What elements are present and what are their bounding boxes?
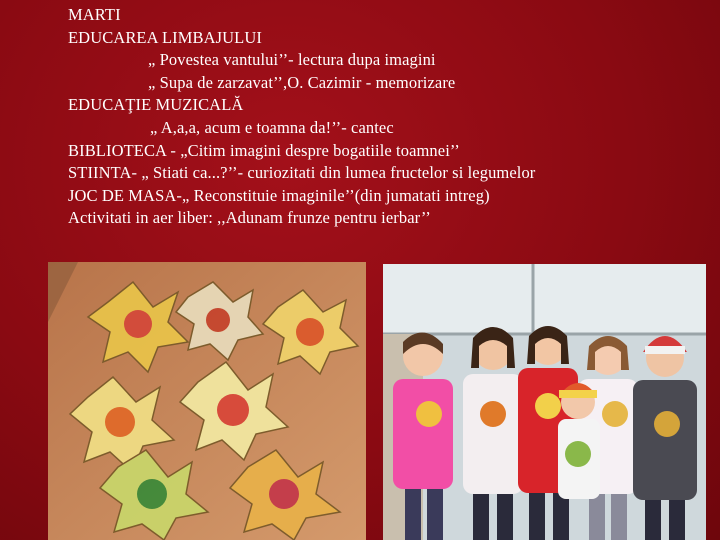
day-title: MARTI [68,5,121,24]
activity-detail: „ A,a,a, acum e toamna da!’’- cantec [150,117,394,137]
activity-heading: EDUCAŢIE MUZICALĂ [68,95,244,115]
activity-line: BIBLIOTECA - „Citim imagini despre bogatiile toamnei’’ [68,140,460,160]
activity-line: JOC DE MASA-„ Reconstituie imaginile’’(din jumatati intreg) [68,185,490,205]
activity-detail: „ Supa de zarzavat’’,O. Cazimir - memorizare [148,72,456,92]
activity-line: STIINTA- „ Stiati ca...?’’- curiozitati din lumea fructelor si legumelor [68,163,536,183]
activity-heading: EDUCAREA LIMBAJULUI [68,27,262,47]
activity-detail: „ Povestea vantului’’- lectura dupa imagini [148,50,436,70]
schedule-text [68,4,708,230]
activity-line: Activitati in aer liber: ,,Adunam frunze pentru ierbar’’ [68,208,431,228]
leaf-crafts-photo [48,262,366,540]
children-group-photo [383,264,706,540]
